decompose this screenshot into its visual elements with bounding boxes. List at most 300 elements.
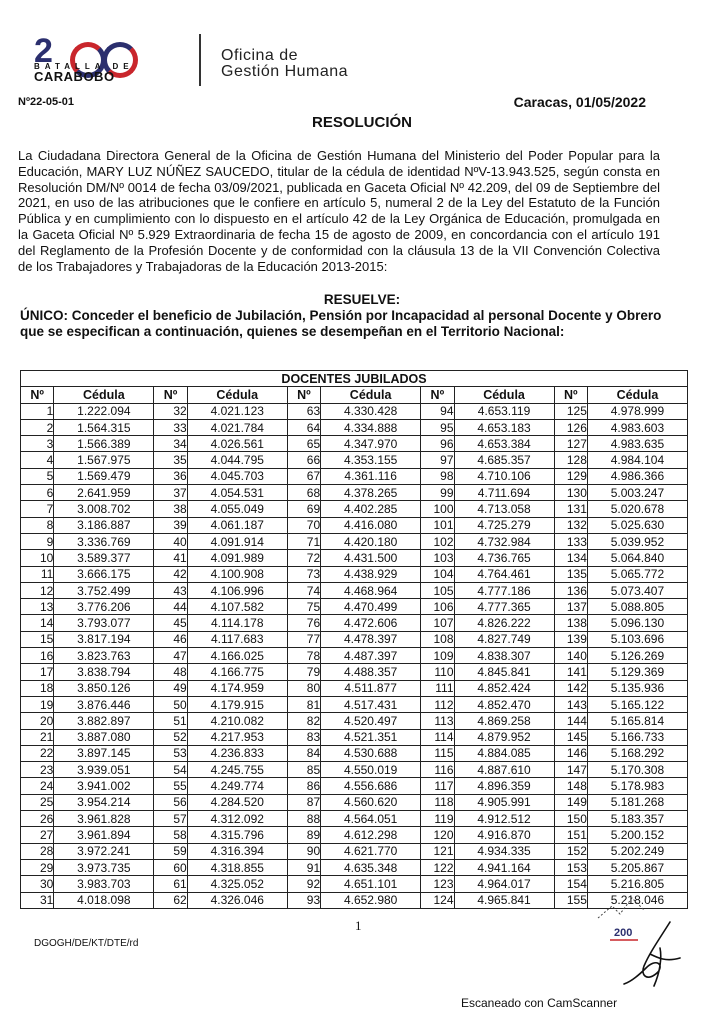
cedula-cell: 4.556.686 (321, 778, 421, 794)
row-number-cell: 57 (154, 811, 187, 827)
row-number-cell: 24 (21, 778, 54, 794)
row-number-cell: 108 (421, 631, 454, 647)
row-number-cell: 116 (421, 762, 454, 778)
document-title: RESOLUCIÓN (311, 114, 412, 131)
row-number-cell: 81 (287, 696, 320, 712)
row-number-cell: 95 (421, 419, 454, 435)
cedula-cell: 5.073.407 (587, 582, 687, 598)
cedula-cell: 3.838.794 (54, 664, 154, 680)
cedula-cell: 4.777.365 (454, 599, 554, 615)
row-number-cell: 58 (154, 827, 187, 843)
row-number-cell: 137 (554, 599, 587, 615)
row-number-cell: 145 (554, 729, 587, 745)
cedula-cell: 4.912.512 (454, 811, 554, 827)
table-row (21, 615, 688, 631)
cedula-cell: 4.517.431 (321, 696, 421, 712)
cedula-cell: 4.511.877 (321, 680, 421, 696)
cedula-cell: 4.117.683 (187, 631, 287, 647)
cedula-cell: 3.008.702 (54, 501, 154, 517)
cedula-cell: 4.018.098 (54, 892, 154, 908)
cedula-cell: 4.905.991 (454, 794, 554, 810)
row-number-cell: 54 (154, 762, 187, 778)
cedula-cell: 4.852.424 (454, 680, 554, 696)
row-number-cell: 20 (21, 713, 54, 729)
cedula-cell: 5.216.805 (587, 876, 687, 892)
row-number-cell: 99 (421, 485, 454, 501)
cedula-cell: 4.210.082 (187, 713, 287, 729)
cedula-cell: 5.165.122 (587, 696, 687, 712)
row-number-cell: 22 (21, 745, 54, 761)
row-number-cell: 31 (21, 892, 54, 908)
table-row (21, 794, 688, 810)
cedula-cell: 5.165.814 (587, 713, 687, 729)
cedula-cell: 4.107.582 (187, 599, 287, 615)
cedula-cell: 5.181.268 (587, 794, 687, 810)
row-number-cell: 122 (421, 859, 454, 875)
cedula-cell: 4.114.178 (187, 615, 287, 631)
cedula-cell: 5.025.630 (587, 517, 687, 533)
row-number-cell: 19 (21, 696, 54, 712)
row-number-cell: 127 (554, 436, 587, 452)
table-row (21, 827, 688, 843)
cedula-cell: 4.764.461 (454, 566, 554, 582)
cedula-cell: 4.045.703 (187, 468, 287, 484)
col-cedula: Cédula (321, 387, 421, 403)
row-number-cell: 151 (554, 827, 587, 843)
col-cedula: Cédula (587, 387, 687, 403)
row-number-cell: 148 (554, 778, 587, 794)
cedula-cell: 5.064.840 (587, 550, 687, 566)
cedula-cell: 4.217.953 (187, 729, 287, 745)
cedula-cell: 5.166.733 (587, 729, 687, 745)
row-number-cell: 65 (287, 436, 320, 452)
cedula-cell: 4.685.357 (454, 452, 554, 468)
cedula-cell: 5.103.696 (587, 631, 687, 647)
cedula-cell: 4.021.784 (187, 419, 287, 435)
header-divider (199, 34, 201, 86)
row-number-cell: 130 (554, 485, 587, 501)
table-body (21, 403, 688, 908)
table-row (21, 745, 688, 761)
row-number-cell: 84 (287, 745, 320, 761)
cedula-cell: 4.965.841 (454, 892, 554, 908)
cedula-cell: 4.869.258 (454, 713, 554, 729)
row-number-cell: 46 (154, 631, 187, 647)
row-number-cell: 49 (154, 680, 187, 696)
row-number-cell: 73 (287, 566, 320, 582)
cedula-cell: 3.983.703 (54, 876, 154, 892)
cedula-cell: 5.065.772 (587, 566, 687, 582)
table-row (21, 501, 688, 517)
cedula-cell: 4.621.770 (321, 843, 421, 859)
row-number-cell: 52 (154, 729, 187, 745)
cedula-cell: 3.876.446 (54, 696, 154, 712)
cedula-cell: 4.852.470 (454, 696, 554, 712)
row-number-cell: 118 (421, 794, 454, 810)
unico-paragraph: ÚNICO: Conceder el beneficio de Jubilación, Pensión por Incapacidad al personal Docente y Obrero que se especifican a continuación, quienes se desempeñan en el Territorio Nacional: (20, 308, 662, 339)
cedula-cell: 3.961.894 (54, 827, 154, 843)
row-number-cell: 8 (21, 517, 54, 533)
cedula-cell: 1.564.315 (54, 419, 154, 435)
row-number-cell: 155 (554, 892, 587, 908)
cedula-cell: 3.961.828 (54, 811, 154, 827)
cedula-cell: 4.934.335 (454, 843, 554, 859)
cedula-cell: 5.168.292 (587, 745, 687, 761)
cedula-cell: 4.179.915 (187, 696, 287, 712)
cedula-cell: 4.884.085 (454, 745, 554, 761)
row-number-cell: 110 (421, 664, 454, 680)
table-row (21, 403, 688, 419)
cedula-cell: 4.984.104 (587, 452, 687, 468)
row-number-cell: 74 (287, 582, 320, 598)
col-n: Nº (154, 387, 187, 403)
cedula-cell: 4.635.348 (321, 859, 421, 875)
page-number: 1 (355, 918, 362, 933)
cedula-cell: 4.651.101 (321, 876, 421, 892)
row-number-cell: 128 (554, 452, 587, 468)
cedula-cell: 4.470.499 (321, 599, 421, 615)
row-number-cell: 16 (21, 648, 54, 664)
row-number-cell: 35 (154, 452, 187, 468)
resuelve-heading: RESUELVE: (323, 292, 401, 307)
cedula-cell: 4.488.357 (321, 664, 421, 680)
cedula-cell: 5.039.952 (587, 533, 687, 549)
cedula-cell: 4.941.164 (454, 859, 554, 875)
cedula-cell: 3.666.175 (54, 566, 154, 582)
table-header-row (21, 387, 688, 403)
table-row (21, 533, 688, 549)
row-number-cell: 55 (154, 778, 187, 794)
logo-number: 2 (34, 32, 51, 70)
cedula-cell: 5.200.152 (587, 827, 687, 843)
row-number-cell: 138 (554, 615, 587, 631)
cedula-cell: 4.879.952 (454, 729, 554, 745)
row-number-cell: 56 (154, 794, 187, 810)
col-cedula: Cédula (454, 387, 554, 403)
jubilados-table (20, 370, 688, 909)
row-number-cell: 152 (554, 843, 587, 859)
cedula-cell: 3.817.194 (54, 631, 154, 647)
row-number-cell: 38 (154, 501, 187, 517)
row-number-cell: 40 (154, 533, 187, 549)
cedula-cell: 4.416.080 (321, 517, 421, 533)
cedula-cell: 4.249.774 (187, 778, 287, 794)
cedula-cell: 3.897.145 (54, 745, 154, 761)
row-number-cell: 126 (554, 419, 587, 435)
cedula-cell: 3.850.126 (54, 680, 154, 696)
cedula-cell: 4.312.092 (187, 811, 287, 827)
row-number-cell: 15 (21, 631, 54, 647)
table-row (21, 566, 688, 582)
table-row (21, 729, 688, 745)
cedula-cell: 4.478.397 (321, 631, 421, 647)
cedula-cell: 4.521.351 (321, 729, 421, 745)
row-number-cell: 140 (554, 648, 587, 664)
row-number-cell: 97 (421, 452, 454, 468)
row-number-cell: 30 (21, 876, 54, 892)
row-number-cell: 9 (21, 533, 54, 549)
cedula-cell: 4.315.796 (187, 827, 287, 843)
row-number-cell: 60 (154, 859, 187, 875)
cedula-cell: 4.055.049 (187, 501, 287, 517)
cedula-cell: 5.096.130 (587, 615, 687, 631)
cedula-cell: 5.178.983 (587, 778, 687, 794)
cedula-cell: 5.003.247 (587, 485, 687, 501)
row-number-cell: 143 (554, 696, 587, 712)
row-number-cell: 72 (287, 550, 320, 566)
row-number-cell: 147 (554, 762, 587, 778)
row-number-cell: 90 (287, 843, 320, 859)
cedula-cell: 4.318.855 (187, 859, 287, 875)
cedula-cell: 3.336.769 (54, 533, 154, 549)
col-n: Nº (287, 387, 320, 403)
table-row (21, 468, 688, 484)
cedula-cell: 4.236.833 (187, 745, 287, 761)
cedula-cell: 3.941.002 (54, 778, 154, 794)
cedula-cell: 5.202.249 (587, 843, 687, 859)
row-number-cell: 86 (287, 778, 320, 794)
cedula-cell: 4.777.186 (454, 582, 554, 598)
cedula-cell: 4.711.694 (454, 485, 554, 501)
row-number-cell: 53 (154, 745, 187, 761)
cedula-cell: 4.978.999 (587, 403, 687, 419)
row-number-cell: 136 (554, 582, 587, 598)
row-number-cell: 78 (287, 648, 320, 664)
row-number-cell: 36 (154, 468, 187, 484)
row-number-cell: 142 (554, 680, 587, 696)
cedula-cell: 4.026.561 (187, 436, 287, 452)
cedula-cell: 4.520.497 (321, 713, 421, 729)
cedula-cell: 2.641.959 (54, 485, 154, 501)
row-number-cell: 42 (154, 566, 187, 582)
row-number-cell: 11 (21, 566, 54, 582)
table-row (21, 631, 688, 647)
cedula-cell: 4.725.279 (454, 517, 554, 533)
cedula-cell: 3.186.887 (54, 517, 154, 533)
row-number-cell: 109 (421, 648, 454, 664)
row-number-cell: 63 (287, 403, 320, 419)
row-number-cell: 51 (154, 713, 187, 729)
cedula-cell: 4.284.520 (187, 794, 287, 810)
row-number-cell: 117 (421, 778, 454, 794)
cedula-cell: 4.325.052 (187, 876, 287, 892)
row-number-cell: 25 (21, 794, 54, 810)
row-number-cell: 76 (287, 615, 320, 631)
cedula-cell: 4.916.870 (454, 827, 554, 843)
row-number-cell: 115 (421, 745, 454, 761)
cedula-cell: 4.964.017 (454, 876, 554, 892)
logo-line2: CARABOBO (34, 69, 115, 84)
cedula-cell: 4.653.384 (454, 436, 554, 452)
cedula-cell: 4.827.749 (454, 631, 554, 647)
row-number-cell: 87 (287, 794, 320, 810)
cedula-cell: 4.330.428 (321, 403, 421, 419)
cedula-cell: 3.882.897 (54, 713, 154, 729)
row-number-cell: 89 (287, 827, 320, 843)
row-number-cell: 64 (287, 419, 320, 435)
row-number-cell: 28 (21, 843, 54, 859)
table-row (21, 762, 688, 778)
cedula-cell: 4.896.359 (454, 778, 554, 794)
row-number-cell: 12 (21, 582, 54, 598)
row-number-cell: 124 (421, 892, 454, 908)
cedula-cell: 4.054.531 (187, 485, 287, 501)
row-number-cell: 26 (21, 811, 54, 827)
table-row (21, 696, 688, 712)
col-n: Nº (554, 387, 587, 403)
row-number-cell: 48 (154, 664, 187, 680)
cedula-cell: 4.710.106 (454, 468, 554, 484)
row-number-cell: 100 (421, 501, 454, 517)
row-number-cell: 92 (287, 876, 320, 892)
document-date: Caracas, 01/05/2022 (513, 94, 646, 110)
cedula-cell: 4.334.888 (321, 419, 421, 435)
row-number-cell: 34 (154, 436, 187, 452)
cedula-cell: 4.530.688 (321, 745, 421, 761)
row-number-cell: 18 (21, 680, 54, 696)
row-number-cell: 113 (421, 713, 454, 729)
cedula-cell: 4.347.970 (321, 436, 421, 452)
stamp-text: 200 (614, 927, 633, 939)
cedula-cell: 3.887.080 (54, 729, 154, 745)
table-row (21, 811, 688, 827)
table-row (21, 419, 688, 435)
table-row (21, 648, 688, 664)
footer-code: DGOGH/DE/KT/DTE/rd (34, 938, 139, 949)
row-number-cell: 68 (287, 485, 320, 501)
cedula-cell: 4.653.119 (454, 403, 554, 419)
cedula-cell: 5.020.678 (587, 501, 687, 517)
row-number-cell: 150 (554, 811, 587, 827)
cedula-cell: 3.823.763 (54, 648, 154, 664)
cedula-cell: 1.567.975 (54, 452, 154, 468)
cedula-cell: 5.135.936 (587, 680, 687, 696)
row-number-cell: 154 (554, 876, 587, 892)
row-number-cell: 141 (554, 664, 587, 680)
cedula-cell: 4.166.775 (187, 664, 287, 680)
table-row (21, 452, 688, 468)
cedula-cell: 5.183.357 (587, 811, 687, 827)
row-number-cell: 102 (421, 533, 454, 549)
row-number-cell: 106 (421, 599, 454, 615)
table-row (21, 892, 688, 908)
cedula-cell: 3.973.735 (54, 859, 154, 875)
cedula-cell: 4.560.620 (321, 794, 421, 810)
document-body: La Ciudadana Directora General de la Oficina de Gestión Humana del Ministerio del Poder Popular para la Educación, MARY LUZ NÚÑEZ SAUCEDO, titular de la cédula de identidad NºV-13.943.525, según consta en Resolución DM/Nº 0014 de fecha 03/09/2021, publicada en Gaceta Oficial Nº 42.209, del 09 de Septiembre del 2021, en uso de las atribuciones que le confiere en artículo 5, numeral 2 de la Ley del Estatuto de la Función Pública y en cumplimiento con lo dispuesto en el artículo 42 de la Ley Orgánica de Educación, promulgada en la Gaceta Oficial Nº 5.929 Extraordinaria de fecha 15 de agosto de 2009, en concordancia con el artículo 191 del Reglamento de la Profesión Docente y de conformidad con la cláusula 13 de la VII Convención Colectiva de los Trabajadores y Trabajadoras de la Educación 2013-2015: (18, 148, 660, 274)
cedula-cell: 4.245.755 (187, 762, 287, 778)
row-number-cell: 44 (154, 599, 187, 615)
row-number-cell: 59 (154, 843, 187, 859)
cedula-cell: 4.061.187 (187, 517, 287, 533)
row-number-cell: 120 (421, 827, 454, 843)
cedula-cell: 5.126.269 (587, 648, 687, 664)
office-line2: Gestión Humana (221, 63, 349, 80)
cedula-cell: 4.468.964 (321, 582, 421, 598)
row-number-cell: 105 (421, 582, 454, 598)
cedula-cell: 4.826.222 (454, 615, 554, 631)
row-number-cell: 104 (421, 566, 454, 582)
row-number-cell: 94 (421, 403, 454, 419)
cedula-cell: 4.091.914 (187, 533, 287, 549)
row-number-cell: 131 (554, 501, 587, 517)
col-cedula: Cédula (187, 387, 287, 403)
cedula-cell: 4.713.058 (454, 501, 554, 517)
cedula-cell: 3.972.241 (54, 843, 154, 859)
row-number-cell: 93 (287, 892, 320, 908)
cedula-cell: 4.983.603 (587, 419, 687, 435)
cedula-cell: 3.776.206 (54, 599, 154, 615)
cedula-cell: 4.612.298 (321, 827, 421, 843)
cedula-cell: 3.793.077 (54, 615, 154, 631)
office-line1: Oficina de (221, 47, 299, 64)
table-row (21, 843, 688, 859)
document-reference: Nº22-05-01 (18, 96, 74, 108)
cedula-cell: 4.378.265 (321, 485, 421, 501)
row-number-cell: 149 (554, 794, 587, 810)
cedula-cell: 4.653.183 (454, 419, 554, 435)
cedula-cell: 4.316.394 (187, 843, 287, 859)
row-number-cell: 85 (287, 762, 320, 778)
cedula-cell: 4.361.116 (321, 468, 421, 484)
cedula-cell: 4.838.307 (454, 648, 554, 664)
row-number-cell: 114 (421, 729, 454, 745)
cedula-cell: 3.752.499 (54, 582, 154, 598)
row-number-cell: 111 (421, 680, 454, 696)
row-number-cell: 132 (554, 517, 587, 533)
table-row (21, 859, 688, 875)
row-number-cell: 1 (21, 403, 54, 419)
row-number-cell: 13 (21, 599, 54, 615)
row-number-cell: 119 (421, 811, 454, 827)
table-row (21, 550, 688, 566)
cedula-cell: 4.353.155 (321, 452, 421, 468)
row-number-cell: 47 (154, 648, 187, 664)
cedula-cell: 5.205.867 (587, 859, 687, 875)
row-number-cell: 83 (287, 729, 320, 745)
row-number-cell: 45 (154, 615, 187, 631)
cedula-cell: 4.887.610 (454, 762, 554, 778)
cedula-cell: 4.431.500 (321, 550, 421, 566)
cedula-cell: 4.983.635 (587, 436, 687, 452)
logo-line1: BATALLA DE (34, 62, 134, 71)
cedula-cell: 4.420.180 (321, 533, 421, 549)
cedula-cell: 4.652.980 (321, 892, 421, 908)
cedula-cell: 3.939.051 (54, 762, 154, 778)
cedula-cell: 4.021.123 (187, 403, 287, 419)
table-row (21, 517, 688, 533)
row-number-cell: 69 (287, 501, 320, 517)
row-number-cell: 153 (554, 859, 587, 875)
cedula-cell: 1.566.389 (54, 436, 154, 452)
row-number-cell: 75 (287, 599, 320, 615)
table-row (21, 485, 688, 501)
row-number-cell: 91 (287, 859, 320, 875)
row-number-cell: 139 (554, 631, 587, 647)
row-number-cell: 5 (21, 468, 54, 484)
row-number-cell: 37 (154, 485, 187, 501)
table-row (21, 778, 688, 794)
row-number-cell: 112 (421, 696, 454, 712)
cedula-cell: 4.326.046 (187, 892, 287, 908)
row-number-cell: 107 (421, 615, 454, 631)
cedula-cell: 5.088.805 (587, 599, 687, 615)
row-number-cell: 129 (554, 468, 587, 484)
office-name (221, 48, 348, 80)
row-number-cell: 96 (421, 436, 454, 452)
table-row (21, 680, 688, 696)
cedula-cell: 5.170.308 (587, 762, 687, 778)
col-cedula: Cédula (54, 387, 154, 403)
